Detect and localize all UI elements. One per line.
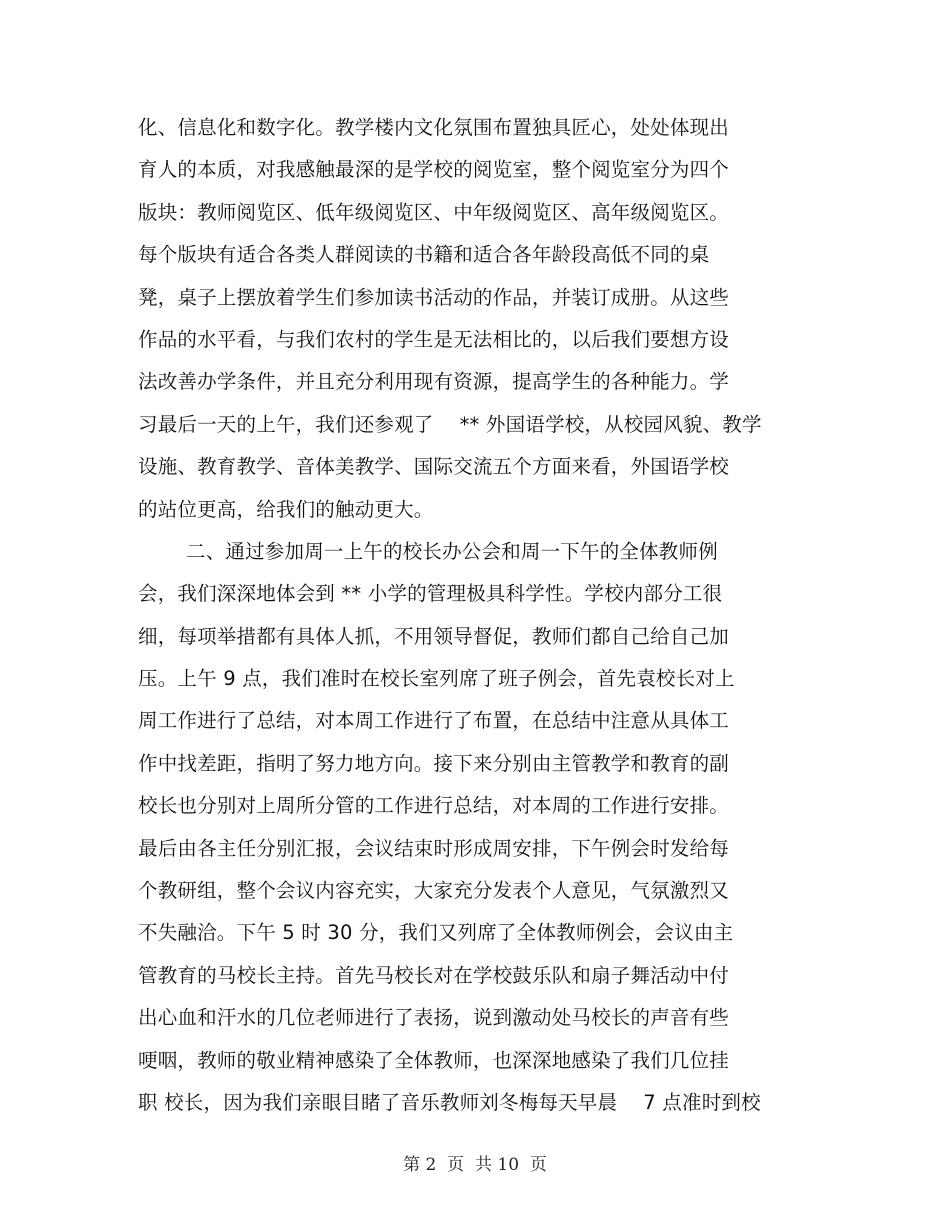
text-line: 作中找差距，指明了努力地方向。接下来分别由主管教学和教育的副: [138, 751, 730, 775]
text-line: 的站位更高，给我们的触动更大。: [138, 497, 434, 521]
text-line: 版块：教师阅览区、低年级阅览区、中年级阅览区、高年级阅览区。: [138, 200, 730, 224]
text-line: 职 校长，因为我们亲眼目睹了音乐教师刘冬梅每天早晨 7 点准时到校: [138, 1090, 761, 1114]
text-line: 细，每项举措都有具体人抓，不用领导督促，教师们都自己给自己加: [138, 624, 730, 648]
page-number: 第 2 页 共 10 页: [403, 1155, 547, 1175]
text-line: 管教育的马校长主持。首先马校长对在学校鼓乐队和扇子舞活动中付: [138, 963, 730, 987]
text-line: 出心血和汗水的几位老师进行了表扬，说到激动处马校长的声音有些: [138, 1006, 730, 1030]
text-line: 哽咽，教师的敬业精神感染了全体教师，也深深地感染了我们几位挂: [138, 1048, 730, 1072]
text-line: 个教研组，整个会议内容充实，大家充分发表个人意见，气氛激烈又: [138, 879, 730, 903]
text-line: 设施、教育教学、音体美教学、国际交流五个方面来看，外国语学校: [138, 455, 730, 479]
text-line: 最后由各主任分别汇报，会议结束时形成周安排，下午例会时发给每: [138, 836, 730, 860]
text-line: 压。上午 9 点，我们准时在校长室列席了班子例会，首先袁校长对上: [138, 667, 735, 691]
text-line: 每个版块有适合各类人群阅读的书籍和适合各年龄段高低不同的桌: [138, 243, 710, 267]
body-text: [138, 114, 818, 1131]
section-heading-line: 二、通过参加周一上午的校长办公会和周一下午的全体教师例: [186, 539, 718, 563]
text-line: 会，我们深深地体会到 ** 小学的管理极具科学性。学校内部分工很: [138, 582, 723, 606]
text-line: 校长也分别对上周所分管的工作进行总结，对本周的工作进行安排。: [138, 794, 730, 818]
text-line: 作品的水平看，与我们农村的学生是无法相比的，以后我们要想方设: [138, 327, 730, 351]
text-line: 凳，桌子上摆放着学生们参加读书活动的作品，并装订成册。从这些: [138, 285, 730, 309]
text-line: 法改善办学条件，并且充分利用现有资源，提高学生的各种能力。学: [138, 370, 730, 394]
text-line: 不失融洽。下午 5 时 30 分，我们又列席了全体教师例会，会议由主: [138, 921, 734, 945]
text-line: 育人的本质，对我感触最深的是学校的阅览室，整个阅览室分为四个: [138, 158, 730, 182]
text-line: 化、信息化和数字化。教学楼内文化氛围布置独具匠心，处处体现出: [138, 116, 730, 139]
text-line: 习最后一天的上午，我们还参观了 ** 外国语学校，从校园风貌、教学: [138, 412, 762, 436]
text-line: 周工作进行了总结，对本周工作进行了布置，在总结中注意从具体工: [138, 709, 730, 733]
